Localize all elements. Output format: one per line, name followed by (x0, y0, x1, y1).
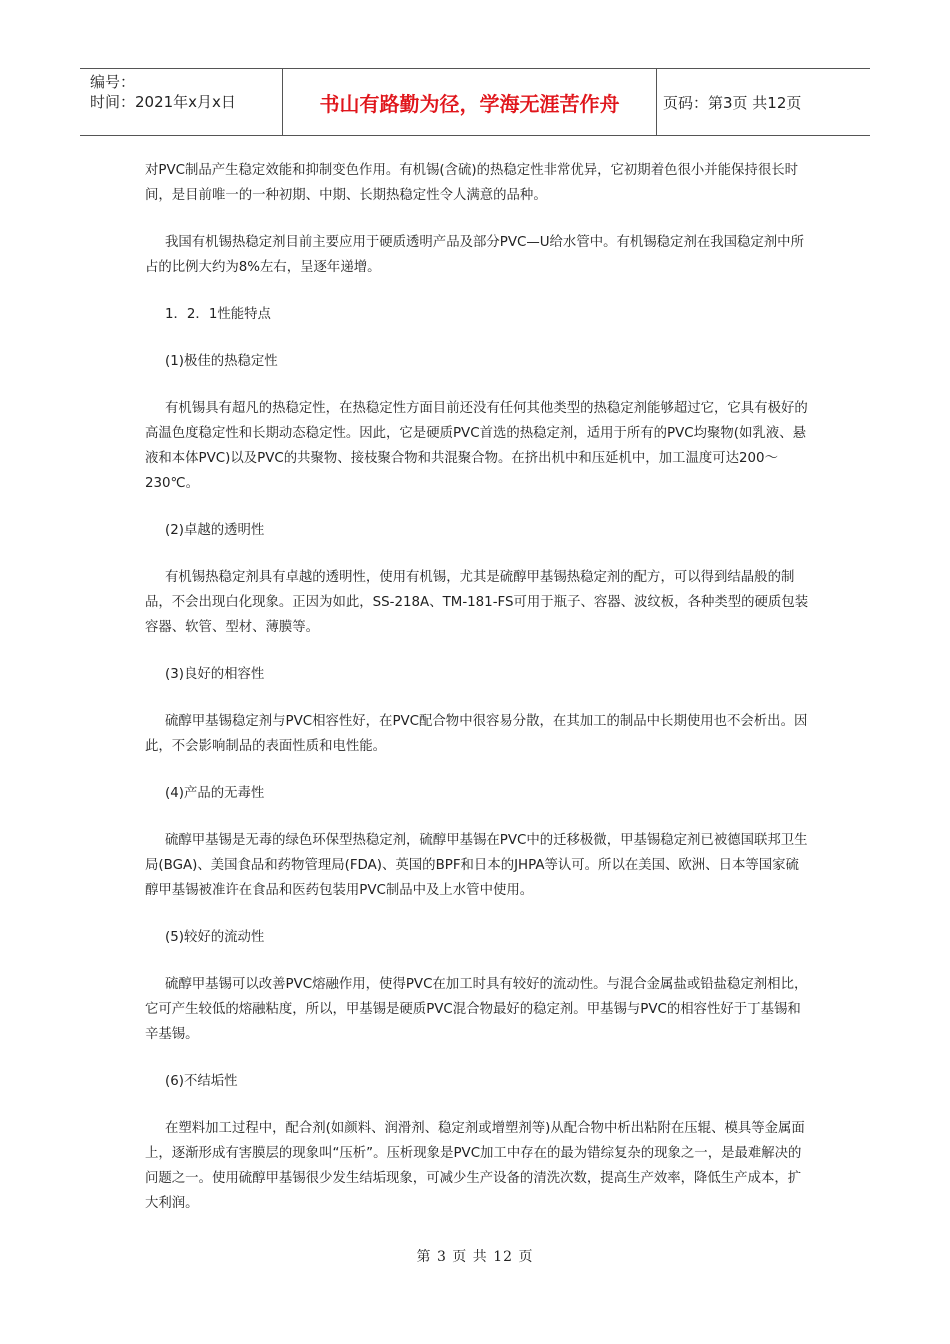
paragraph: 有机锡具有超凡的热稳定性，在热稳定性方面目前还没有任何其他类型的热稳定剂能够超过它，它具有极好的高温色度稳定性和长期动态稳定性。因此，它是硬质PVC首选的热稳定剂，适用于所有的PVC均聚物(如乳液、悬液和本体PVC)以及PVC的共聚物、接枝聚合物和共混聚合物。在挤出机中和压延机中，加工温度可达200～230℃。 (145, 401, 808, 491)
header-left-cell (80, 69, 282, 135)
header-page-info: 页码：第3页 共12页 (663, 93, 802, 112)
subheading: (5)较好的流动性 (165, 930, 265, 945)
subheading: (4)产品的无毒性 (165, 786, 265, 801)
header-motto-cell (282, 69, 657, 135)
subheading: (1)极佳的热稳定性 (165, 354, 278, 369)
page-footer (0, 1246, 950, 1266)
header-table (80, 68, 870, 136)
header-motto: 书山有路勤为径，学海无涯苦作舟 (319, 91, 620, 116)
paragraph: 在塑料加工过程中，配合剂(如颜料、润滑剂、稳定剂或增塑剂等)从配合物中析出粘附在压辊、模具等金属面上，逐渐形成有害膜层的现象叫“压析”。压析现象是PVC加工中存在的最为错综复杂的现象之一，是最难解决的问题之一。使用硫醇甲基锡很少发生结垢现象，可减少生产设备的清洗次数，提高生产效率，降低生产成本，扩大利润。 (145, 1121, 805, 1211)
paragraph: 对PVC制品产生稳定效能和抑制变色作用。有机锡(含硫)的热稳定性非常优异，它初期着色很小并能保持很长时间，是目前唯一的一种初期、中期、长期热稳定性令人满意的品种。 (145, 163, 798, 203)
paragraph: 硫醇甲基锡稳定剂与PVC相容性好，在PVC配合物中很容易分散，在其加工的制品中长期使用也不会析出。因此，不会影响制品的表面性质和电性能。 (145, 714, 808, 754)
document-body (145, 158, 810, 1238)
header-page-cell (657, 69, 870, 135)
section-heading: 1．2．1性能特点 (165, 307, 271, 322)
document-date: 时间：2021年x月x日 (90, 93, 236, 111)
footer-page-number: 第 3 页 共 12 页 (416, 1249, 534, 1265)
document-number-label: 编号： (90, 73, 136, 91)
paragraph: 硫醇甲基锡可以改善PVC熔融作用，使得PVC在加工时具有较好的流动性。与混合金属盐或铅盐稳定剂相比，它可产生较低的熔融粘度，所以，甲基锡是硬质PVC混合物最好的稳定剂。甲基锡与PVC的相容性好于丁基锡和辛基锡。 (145, 977, 808, 1042)
paragraph: 有机锡热稳定剂具有卓越的透明性，使用有机锡，尤其是硫醇甲基锡热稳定剂的配方，可以得到结晶般的制品，不会出现白化现象。正因为如此，SS-218A、TM-181-FS可用于瓶子、容器、波纹板，各种类型的硬质包装容器、软管、型材、薄膜等。 (145, 570, 809, 635)
subheading: (6)不结垢性 (165, 1074, 238, 1089)
subheading: (3)良好的相容性 (165, 667, 265, 682)
paragraph: 硫醇甲基锡是无毒的绿色环保型热稳定剂，硫醇甲基锡在PVC中的迁移极微，甲基锡稳定剂已被德国联邦卫生局(BGA)、美国食品和药物管理局(FDA)、英国的BPF和日本的JHPA等认可。所以在美国、欧洲、日本等国家硫醇甲基锡被准许在食品和医药包装用PVC制品中及上水管中使用。 (145, 833, 808, 898)
subheading: (2)卓越的透明性 (165, 523, 265, 538)
paragraph: 我国有机锡热稳定剂目前主要应用于硬质透明产品及部分PVC—U给水管中。有机锡稳定剂在我国稳定剂中所占的比例大约为8%左右，呈逐年递增。 (145, 235, 804, 275)
